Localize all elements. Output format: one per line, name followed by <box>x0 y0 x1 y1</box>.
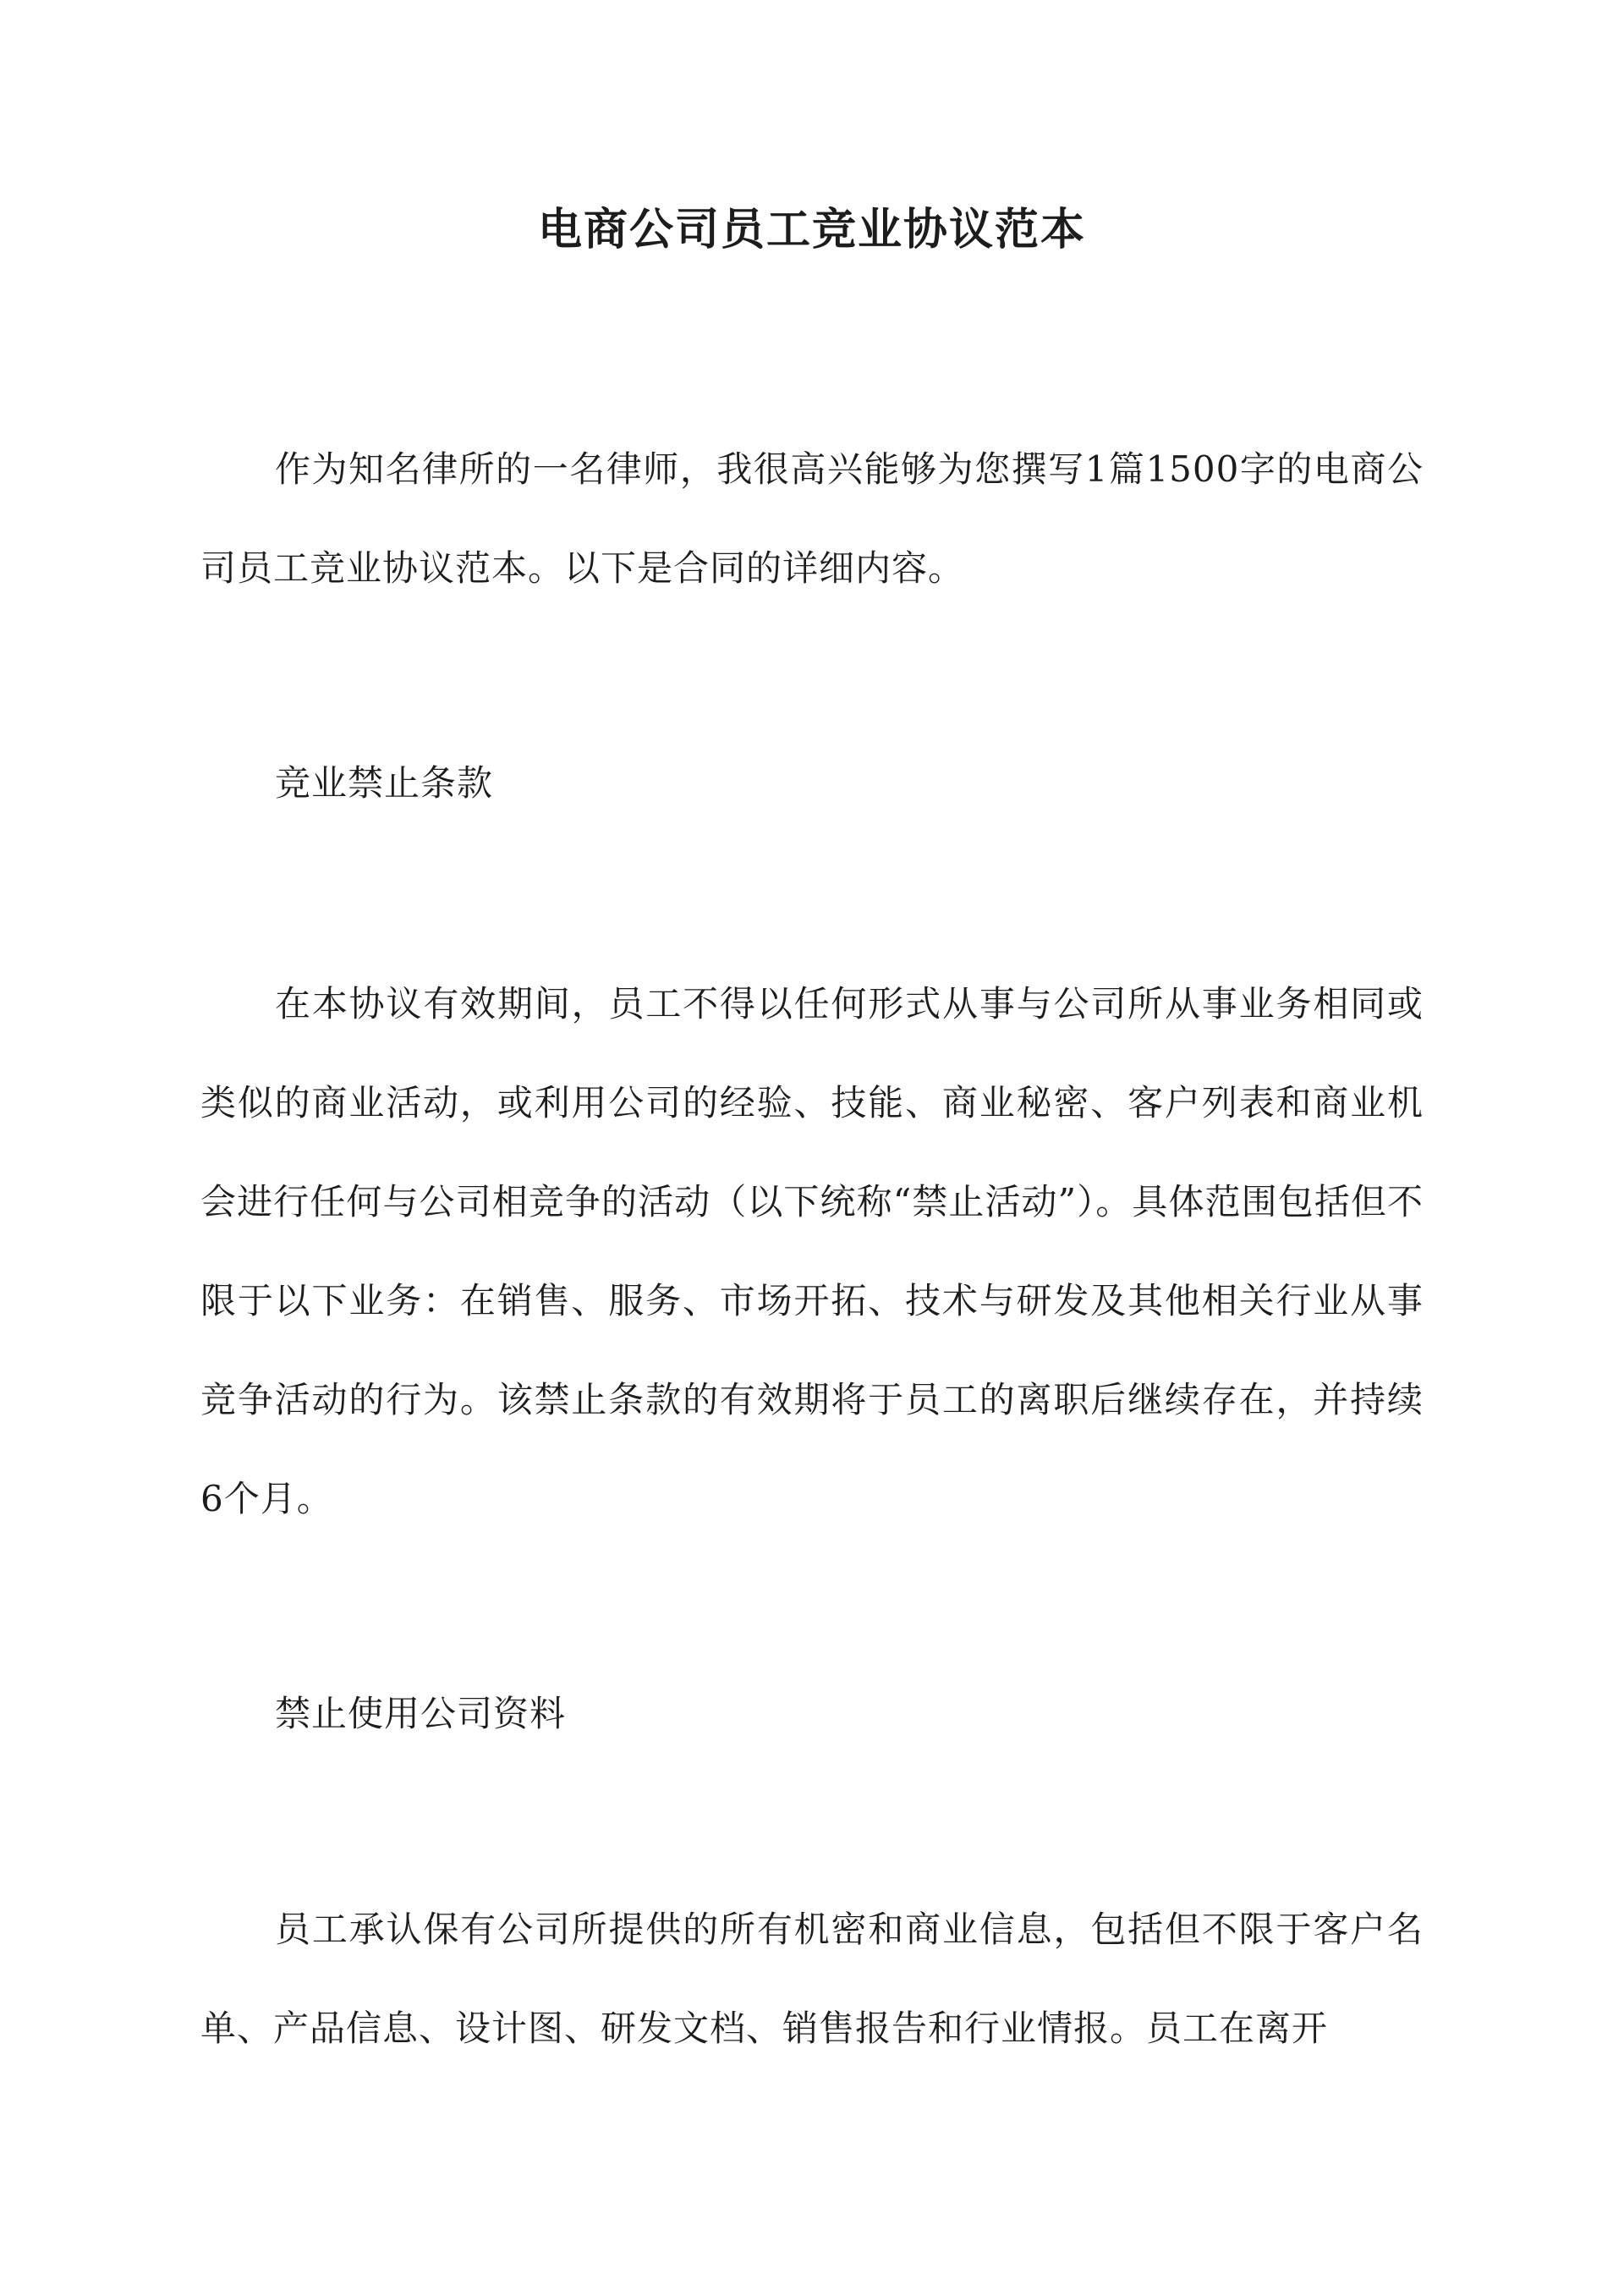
section-body-non-compete: 在本协议有效期间，员工不得以任何形式从事与公司所从事业务相同或类似的商业活动，或利用公司的经验、技能、商业秘密、客户列表和商业机会进行任何与公司相竞争的活动（以下统称“禁止活动”）。具体范围包括但不限于以下业务：在销售、服务、市场开拓、技术与研发及其他相关行业从事竞争活动的行为。该禁止条款的有效期将于员工的离职后继续存在，并持续6个月。 <box>200 983 1424 1519</box>
section-body-company-materials: 员工承认保有公司所提供的所有机密和商业信息，包括但不限于客户名单、产品信息、设计图、研发文档、销售报告和行业情报。员工在离开 <box>200 1909 1424 2049</box>
section-heading-non-compete: 竞业禁止条款 <box>275 762 494 804</box>
intro-paragraph: 作为知名律所的一名律师，我很高兴能够为您撰写1篇1500字的电商公司员工竞业协议范本。以下是合同的详细内容。 <box>200 448 1424 589</box>
document-title: 电商公司员工竞业协议范本 <box>537 204 1086 255</box>
section-heading-company-materials: 禁止使用公司资料 <box>275 1693 567 1734</box>
